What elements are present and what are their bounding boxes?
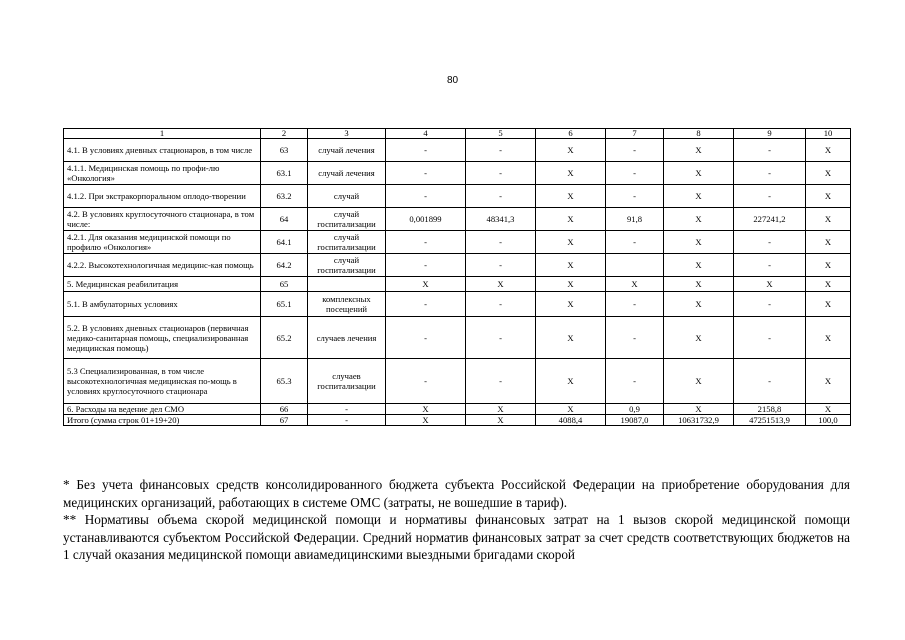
table-cell-col-3: случай лечения bbox=[308, 139, 386, 162]
table-cell-col-7: 19087,0 bbox=[606, 415, 664, 426]
table-cell-col-3: случай лечения bbox=[308, 162, 386, 185]
table-cell-col-4: - bbox=[386, 359, 466, 404]
column-header-10: 10 bbox=[806, 129, 851, 139]
table-cell-col-2: 64.1 bbox=[261, 231, 308, 254]
table-cell-col-5: - bbox=[466, 292, 536, 317]
table-cell-col-3: комплексных посещений bbox=[308, 292, 386, 317]
table-cell-col-10: X bbox=[806, 139, 851, 162]
table-cell-col-7: - bbox=[606, 292, 664, 317]
table-cell-col-6: X bbox=[536, 359, 606, 404]
table-cell-col-5: X bbox=[466, 415, 536, 426]
table-row bbox=[64, 404, 851, 415]
table-cell-col-6: X bbox=[536, 231, 606, 254]
table-cell-col-8: X bbox=[664, 359, 734, 404]
table-row bbox=[64, 359, 851, 404]
table-cell-col-1: 5.1. В амбулаторных условиях bbox=[64, 292, 261, 317]
table-row bbox=[64, 139, 851, 162]
table-cell-col-4: X bbox=[386, 277, 466, 292]
column-header-3: 3 bbox=[308, 129, 386, 139]
table-cell-col-4: - bbox=[386, 292, 466, 317]
footnotes bbox=[63, 476, 850, 564]
table-cell-col-8: X bbox=[664, 404, 734, 415]
table-cell-col-1: 4.1.2. При экстракорпоральном оплодо-творении bbox=[64, 185, 261, 208]
table-cell-col-1: 4.2.2. Высокотехнологичная медицинс-кая помощь bbox=[64, 254, 261, 277]
table-cell-col-1: 5.2. В условиях дневных стационаров (первичная медико-санитарная помощь, специализированная медицинская помощь) bbox=[64, 317, 261, 359]
table-cell-col-1: 4.2.1. Для оказания медицинской помощи по профилю «Онкология» bbox=[64, 231, 261, 254]
table-cell-col-1: 6. Расходы на ведение дел СМО bbox=[64, 404, 261, 415]
table-cell-col-4: - bbox=[386, 162, 466, 185]
table-cell-col-7: - bbox=[606, 162, 664, 185]
table-cell-col-4: - bbox=[386, 139, 466, 162]
table-cell-col-8: 10631732,9 bbox=[664, 415, 734, 426]
table-cell-col-8: X bbox=[664, 139, 734, 162]
column-header-9: 9 bbox=[734, 129, 806, 139]
table-cell-col-9: - bbox=[734, 317, 806, 359]
table-cell-col-1: 5.3 Специализированная, в том числе высокотехнологичная медицинская по-мощь в условиях круглосуточного стационара bbox=[64, 359, 261, 404]
table-cell-col-7: X bbox=[606, 277, 664, 292]
table-row bbox=[64, 162, 851, 185]
table-cell-col-5: 48341,3 bbox=[466, 208, 536, 231]
table-cell-col-7: - bbox=[606, 139, 664, 162]
table-cell-col-7: - bbox=[606, 185, 664, 208]
column-header-4: 4 bbox=[386, 129, 466, 139]
table-cell-col-6: X bbox=[536, 139, 606, 162]
column-header-2: 2 bbox=[261, 129, 308, 139]
table-cell-col-5: - bbox=[466, 254, 536, 277]
table-cell-col-10: X bbox=[806, 359, 851, 404]
table-row bbox=[64, 415, 851, 426]
table-row bbox=[64, 292, 851, 317]
table-cell-col-3: случай госпитализации bbox=[308, 254, 386, 277]
table-cell-col-9: - bbox=[734, 185, 806, 208]
table-cell-col-9: - bbox=[734, 231, 806, 254]
table-cell-col-8: X bbox=[664, 208, 734, 231]
table-cell-col-2: 63.2 bbox=[261, 185, 308, 208]
table-cell-col-4: - bbox=[386, 231, 466, 254]
table-cell-col-5: - bbox=[466, 139, 536, 162]
table-cell-col-2: 66 bbox=[261, 404, 308, 415]
table-cell-col-7: - bbox=[606, 231, 664, 254]
table-cell-col-5: - bbox=[466, 231, 536, 254]
table-cell-col-6: 4088,4 bbox=[536, 415, 606, 426]
table-cell-col-3: случаев лечения bbox=[308, 317, 386, 359]
table-cell-col-10: 100,0 bbox=[806, 415, 851, 426]
table-cell-col-3: случай госпитализации bbox=[308, 231, 386, 254]
footnote-2: ** Нормативы объема скорой медицинской помощи и нормативы финансовых затрат на 1 вызов скорой медицинской помощи устанавливаются субъектом Российской Федерации. Средний норматив финансовых затрат за счет средств соответствующих бюджетов на 1 случай оказания медицинской помощи авиамедицинскими выездными бригадами скорой bbox=[63, 512, 850, 563]
table-cell-col-3: случаев госпитализации bbox=[308, 359, 386, 404]
table-cell-col-1: 5. Медицинская реабилитация bbox=[64, 277, 261, 292]
table-cell-col-5: - bbox=[466, 162, 536, 185]
table-cell-col-2: 65 bbox=[261, 277, 308, 292]
table-cell-col-2: 65.1 bbox=[261, 292, 308, 317]
table-cell-col-2: 65.3 bbox=[261, 359, 308, 404]
table-cell-col-5: - bbox=[466, 359, 536, 404]
table-cell-col-8: X bbox=[664, 231, 734, 254]
table-cell-col-6: X bbox=[536, 185, 606, 208]
table-cell-col-10: X bbox=[806, 208, 851, 231]
table-cell-col-9: - bbox=[734, 139, 806, 162]
column-header-7: 7 bbox=[606, 129, 664, 139]
table-cell-col-7: - bbox=[606, 317, 664, 359]
table-cell-col-5: - bbox=[466, 185, 536, 208]
table-cell-col-9: - bbox=[734, 254, 806, 277]
table-cell-col-10: X bbox=[806, 292, 851, 317]
footnote-1: * Без учета финансовых средств консолидированного бюджета субъекта Российской Федерации на приобретение оборудования для медицинских организаций, работающих в системе ОМС (затраты, не вошедшие в тариф). bbox=[63, 477, 850, 510]
table-cell-col-1: 4.1. В условиях дневных стационаров, в том числе bbox=[64, 139, 261, 162]
table-row bbox=[64, 231, 851, 254]
table-cell-col-6: X bbox=[536, 277, 606, 292]
table-cell-col-9: - bbox=[734, 292, 806, 317]
table-cell-col-10: X bbox=[806, 404, 851, 415]
table-cell-col-10: X bbox=[806, 277, 851, 292]
table-cell-col-8: X bbox=[664, 317, 734, 359]
table-cell-col-8: X bbox=[664, 185, 734, 208]
table-cell-col-3: - bbox=[308, 404, 386, 415]
table-cell-col-9: 227241,2 bbox=[734, 208, 806, 231]
table-cell-col-6: X bbox=[536, 162, 606, 185]
table-cell-col-7: 0,9 bbox=[606, 404, 664, 415]
table-cell-col-1: Итого (сумма строк 01+19+20) bbox=[64, 415, 261, 426]
table-cell-col-4: - bbox=[386, 317, 466, 359]
page-number: 80 bbox=[446, 75, 459, 86]
table-cell-col-7 bbox=[606, 254, 664, 277]
table-cell-col-10: X bbox=[806, 162, 851, 185]
table-cell-col-3 bbox=[308, 277, 386, 292]
table-cell-col-10: X bbox=[806, 254, 851, 277]
table-cell-col-8: X bbox=[664, 254, 734, 277]
table-cell-col-7: - bbox=[606, 359, 664, 404]
table-cell-col-4: X bbox=[386, 415, 466, 426]
table-cell-col-1: 4.1.1. Медицинская помощь по профи-лю «Онкология» bbox=[64, 162, 261, 185]
table-cell-col-9: 47251513,9 bbox=[734, 415, 806, 426]
table-cell-col-3: - bbox=[308, 415, 386, 426]
table-cell-col-8: X bbox=[664, 162, 734, 185]
table-row bbox=[64, 277, 851, 292]
table-cell-col-10: X bbox=[806, 317, 851, 359]
table-cell-col-6: X bbox=[536, 404, 606, 415]
table-cell-col-2: 63.1 bbox=[261, 162, 308, 185]
table-cell-col-6: X bbox=[536, 254, 606, 277]
table-cell-col-3: случай госпитализации bbox=[308, 208, 386, 231]
table-header-row bbox=[64, 129, 851, 139]
table-row bbox=[64, 254, 851, 277]
table-cell-col-6: X bbox=[536, 292, 606, 317]
table-cell-col-8: X bbox=[664, 292, 734, 317]
table-cell-col-6: X bbox=[536, 208, 606, 231]
table-cell-col-1: 4.2. В условиях круглосуточного стационара, в том числе: bbox=[64, 208, 261, 231]
table-cell-col-4: 0,001899 bbox=[386, 208, 466, 231]
table-cell-col-2: 64 bbox=[261, 208, 308, 231]
normatives-table bbox=[63, 128, 851, 426]
table-cell-col-4: X bbox=[386, 404, 466, 415]
table-cell-col-4: - bbox=[386, 254, 466, 277]
table-cell-col-6: X bbox=[536, 317, 606, 359]
table-cell-col-5: X bbox=[466, 277, 536, 292]
table-cell-col-2: 67 bbox=[261, 415, 308, 426]
table-cell-col-8: X bbox=[664, 277, 734, 292]
table-cell-col-9: X bbox=[734, 277, 806, 292]
table-cell-col-4: - bbox=[386, 185, 466, 208]
table-cell-col-2: 65.2 bbox=[261, 317, 308, 359]
column-header-5: 5 bbox=[466, 129, 536, 139]
column-header-6: 6 bbox=[536, 129, 606, 139]
table-cell-col-3: случай bbox=[308, 185, 386, 208]
table-cell-col-9: - bbox=[734, 162, 806, 185]
table-cell-col-5: - bbox=[466, 317, 536, 359]
table-row bbox=[64, 317, 851, 359]
table-cell-col-5: X bbox=[466, 404, 536, 415]
table-cell-col-9: - bbox=[734, 359, 806, 404]
table-cell-col-7: 91,8 bbox=[606, 208, 664, 231]
table-cell-col-2: 64.2 bbox=[261, 254, 308, 277]
table-row bbox=[64, 208, 851, 231]
table-cell-col-2: 63 bbox=[261, 139, 308, 162]
table-cell-col-10: X bbox=[806, 231, 851, 254]
column-header-1: 1 bbox=[64, 129, 261, 139]
column-header-8: 8 bbox=[664, 129, 734, 139]
table-cell-col-9: 2158,8 bbox=[734, 404, 806, 415]
table-cell-col-10: X bbox=[806, 185, 851, 208]
table-row bbox=[64, 185, 851, 208]
